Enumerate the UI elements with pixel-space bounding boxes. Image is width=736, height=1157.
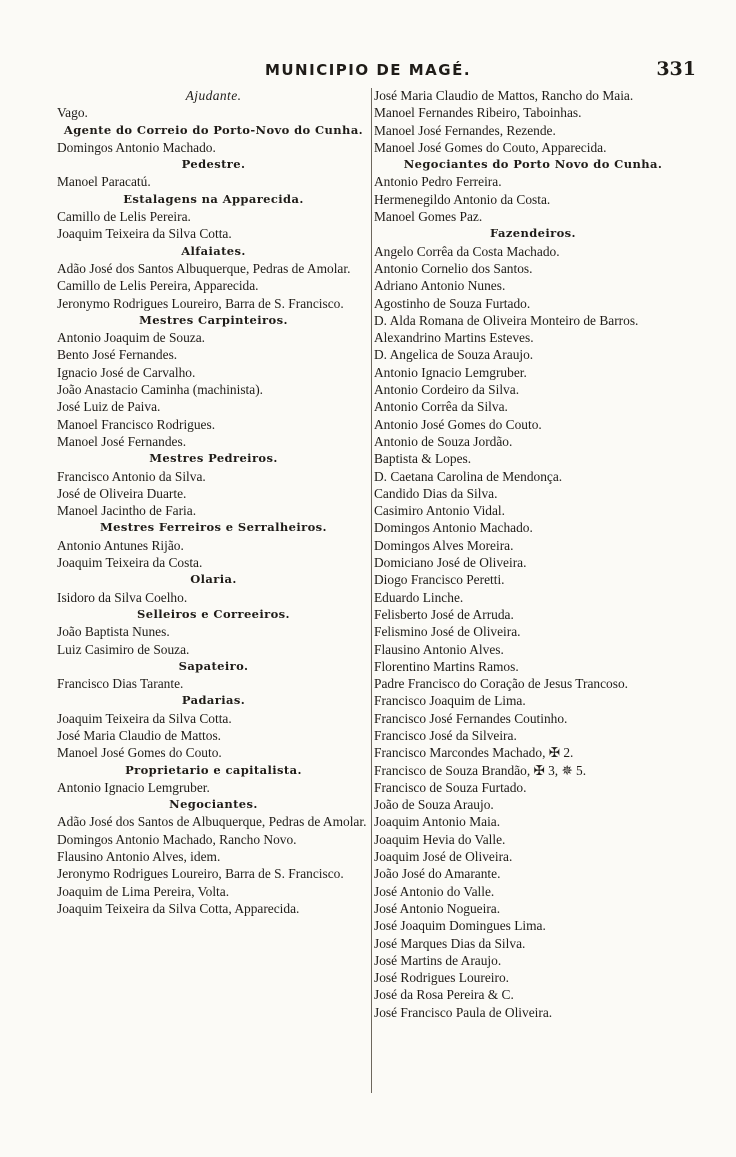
- list-item: Joaquim José de Oliveira.: [374, 849, 513, 865]
- left-column: [57, 87, 370, 917]
- list-item: Joaquim Teixeira da Costa.: [57, 555, 203, 571]
- list-item: Antonio José Gomes do Couto.: [374, 416, 542, 432]
- list-item: Felismino José de Oliveira.: [374, 624, 521, 640]
- page-title: MUNICIPIO DE MAGÉ.: [264, 61, 472, 79]
- list-item: Domingos Alves Moreira.: [374, 537, 514, 553]
- page-header: [0, 58, 736, 84]
- section-heading: Pedestre.: [181, 157, 246, 172]
- section-heading: Negociantes.: [169, 797, 258, 812]
- list-item: Francisco Joaquim de Lima.: [374, 693, 526, 709]
- list-item: D. Alda Romana de Oliveira Monteiro de Barros.: [374, 312, 639, 328]
- list-item: Joaquim Teixeira da Silva Cotta.: [57, 710, 232, 726]
- section-heading: Padarias.: [181, 693, 246, 708]
- section-heading: Selleiros e Correeiros.: [137, 606, 290, 621]
- list-item: José de Oliveira Duarte.: [57, 485, 187, 501]
- list-item: Francisco Antonio da Silva.: [57, 468, 206, 484]
- list-item: Joaquim Teixeira da Silva Cotta, Apparecida.: [57, 900, 300, 916]
- section-heading: Agente do Correio do Porto-Novo do Cunha.: [63, 122, 364, 137]
- section-heading: Mestres Pedreiros.: [149, 451, 278, 466]
- list-item: D. Caetana Carolina de Mendonça.: [374, 468, 563, 484]
- list-item: Francisco de Souza Furtado.: [374, 779, 527, 795]
- section-heading: Mestres Ferreiros e Serralheiros.: [100, 520, 327, 535]
- list-item: José Francisco Paula de Oliveira.: [374, 1004, 553, 1020]
- list-item: Manoel Fernandes Ribeiro, Taboinhas.: [374, 105, 582, 121]
- list-item: Jeronymo Rodrigues Loureiro, Barra de S. Francisco.: [57, 295, 344, 311]
- list-item: Domingos Antonio Machado.: [57, 139, 216, 155]
- list-item: Florentino Martins Ramos.: [374, 658, 519, 674]
- list-item: Domingos Antonio Machado.: [374, 520, 533, 536]
- list-item: Manoel Paracatú.: [57, 174, 151, 190]
- list-item: José Rodrigues Loureiro.: [374, 970, 509, 986]
- list-item: Felisberto José de Arruda.: [374, 606, 514, 622]
- list-item: João de Souza Araujo.: [374, 797, 494, 813]
- list-item: Manoel Jacintho de Faria.: [57, 503, 197, 519]
- list-item: Candido Dias da Silva.: [374, 485, 498, 501]
- list-item: Agostinho de Souza Furtado.: [374, 295, 531, 311]
- list-item: Francisco de Souza Brandão, ✠ 3, ✵ 5.: [374, 762, 587, 778]
- list-item: Camillo de Lelis Pereira.: [57, 209, 191, 225]
- list-item: José Maria Claudio de Mattos.: [57, 727, 222, 743]
- list-item: José da Rosa Pereira & C.: [374, 987, 514, 1003]
- list-item: D. Angelica de Souza Araujo.: [374, 347, 534, 363]
- list-item: Domingos Antonio Machado, Rancho Novo.: [57, 831, 297, 847]
- list-item: Antonio Ignacio Lemgruber.: [374, 364, 527, 380]
- section-heading: Estalagens na Apparecida.: [123, 191, 304, 206]
- list-item: Manoel Gomes Paz.: [374, 209, 483, 225]
- list-item: João Anastacio Caminha (machinista).: [57, 382, 264, 398]
- list-item: Flausino Antonio Alves.: [374, 641, 504, 657]
- list-item: Manoel José Fernandes.: [57, 433, 187, 449]
- list-item: Antonio Joaquim de Souza.: [57, 330, 206, 346]
- list-item: Padre Francisco do Coração de Jesus Trancoso.: [374, 676, 629, 692]
- section-heading: Olaria.: [190, 572, 237, 587]
- list-item: Joaquim Hevia do Valle.: [374, 831, 506, 847]
- right-column: [374, 87, 692, 1021]
- section-heading: Negociantes do Porto Novo do Cunha.: [403, 157, 663, 172]
- section-heading: Sapateiro.: [178, 658, 249, 673]
- page-number: 331: [656, 58, 696, 80]
- list-item: Joaquim Antonio Maia.: [374, 814, 501, 830]
- section-heading: Fazendeiros.: [490, 226, 576, 241]
- list-item: Antonio Cordeiro da Silva.: [374, 382, 520, 398]
- list-item: Manoel Francisco Rodrigues.: [57, 416, 216, 432]
- list-item: José Antonio do Valle.: [374, 883, 495, 899]
- list-item: Ignacio José de Carvalho.: [57, 364, 196, 380]
- list-item: Francisco José Fernandes Coutinho.: [374, 710, 568, 726]
- list-item: Antonio Antunes Rijão.: [57, 537, 184, 553]
- list-item: José Antonio Nogueira.: [374, 900, 501, 916]
- list-item: Angelo Corrêa da Costa Machado.: [374, 243, 560, 259]
- list-item: José Martins de Araujo.: [374, 952, 502, 968]
- list-item: José Maria Claudio de Mattos, Rancho do Maia.: [374, 88, 634, 103]
- list-item: Flausino Antonio Alves, idem.: [57, 849, 221, 865]
- list-item: Eduardo Linche.: [374, 589, 464, 605]
- list-item: Adriano Antonio Nunes.: [374, 278, 506, 294]
- list-item: Camillo de Lelis Pereira, Apparecida.: [57, 278, 259, 294]
- list-item: Jeronymo Rodrigues Loureiro, Barra de S. Francisco.: [57, 866, 344, 882]
- section-heading: Ajudante.: [185, 88, 242, 103]
- list-item: Francisco Dias Tarante.: [57, 676, 184, 692]
- section-heading: Alfaiates.: [181, 243, 246, 258]
- list-item: Antonio Ignacio Lemgruber.: [57, 779, 210, 795]
- list-item: Luiz Casimiro de Souza.: [57, 641, 190, 657]
- list-item: Bento José Fernandes.: [57, 347, 178, 363]
- list-item: Hermenegildo Antonio da Costa.: [374, 191, 551, 207]
- list-item: Isidoro da Silva Coelho.: [57, 589, 188, 605]
- list-item: Baptista & Lopes.: [374, 451, 472, 467]
- section-heading: Proprietario e capitalista.: [125, 762, 302, 777]
- list-item: Antonio Cornelio dos Santos.: [374, 260, 533, 276]
- list-item: Adão José dos Santos Albuquerque, Pedras de Amolar.: [57, 260, 351, 276]
- list-item: João Baptista Nunes.: [57, 624, 170, 640]
- list-item: Adão José dos Santos de Albuquerque, Pedras de Amolar.: [57, 814, 367, 830]
- list-item: Domiciano José de Oliveira.: [374, 555, 527, 571]
- list-item: Joaquim Teixeira da Silva Cotta.: [57, 226, 232, 242]
- list-item: Francisco José da Silveira.: [374, 727, 517, 743]
- list-item: Francisco Marcondes Machado, ✠ 2.: [374, 745, 574, 761]
- list-item: Antonio Corrêa da Silva.: [374, 399, 508, 415]
- list-item: Joaquim de Lima Pereira, Volta.: [57, 883, 230, 899]
- list-item: Manoel José Fernandes, Rezende.: [374, 122, 556, 138]
- list-item: Antonio Pedro Ferreira.: [374, 174, 502, 190]
- list-item: José Luiz de Paiva.: [57, 399, 161, 415]
- list-item: João José do Amarante.: [374, 866, 501, 882]
- list-item: Vago.: [57, 105, 88, 121]
- section-heading: Mestres Carpinteiros.: [139, 312, 288, 327]
- list-item: Casimiro Antonio Vidal.: [374, 503, 505, 519]
- list-item: Alexandrino Martins Esteves.: [374, 330, 534, 346]
- list-item: José Marques Dias da Silva.: [374, 935, 526, 951]
- list-item: Antonio de Souza Jordão.: [374, 433, 513, 449]
- list-item: Diogo Francisco Peretti.: [374, 572, 505, 588]
- list-item: Manoel José Gomes do Couto, Apparecida.: [374, 139, 607, 155]
- list-item: José Joaquim Domingues Lima.: [374, 918, 546, 934]
- column-divider: [371, 88, 372, 1093]
- list-item: Manoel José Gomes do Couto.: [57, 745, 222, 761]
